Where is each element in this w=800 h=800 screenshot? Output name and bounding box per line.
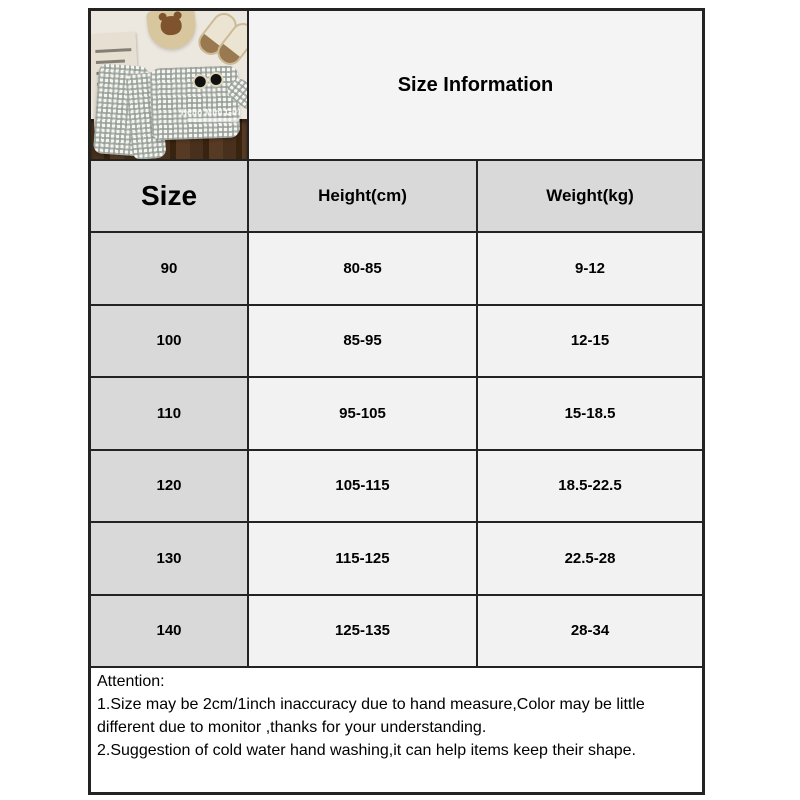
weight-cell: 18.5-22.5 (477, 450, 703, 523)
size-cell: 140 (90, 595, 248, 668)
size-cell: 90 (90, 232, 248, 305)
col-header-size: Size (90, 160, 248, 232)
weight-cell: 22.5-28 (477, 522, 703, 595)
photo-overlay-subtext (187, 118, 239, 122)
attention-note-1: 1.Size may be 2cm/1inch inaccuracy due to hand measure,Color may be little different due to monitor ,thanks for your understanding. (97, 696, 645, 736)
bear-face-patch (160, 15, 183, 36)
weight-cell: 12-15 (477, 305, 703, 378)
size-cell: 120 (90, 450, 248, 523)
size-cell: 130 (90, 522, 248, 595)
bear-visor-hat (146, 10, 198, 51)
size-cell: 110 (90, 377, 248, 450)
product-photo (90, 10, 248, 160)
height-cell: 115-125 (248, 522, 477, 595)
height-cell: 125-135 (248, 595, 477, 668)
size-cell: 100 (90, 305, 248, 378)
attention-note-2: 2.Suggestion of cold water hand washing,it can help items keep their shape. (97, 742, 636, 759)
height-cell: 85-95 (248, 305, 477, 378)
weight-cell: 15-18.5 (477, 377, 703, 450)
sunglasses-lens (192, 73, 209, 90)
weight-cell: 9-12 (477, 232, 703, 305)
height-cell: 80-85 (248, 232, 477, 305)
weight-cell: 28-34 (477, 595, 703, 668)
size-chart-table (88, 8, 705, 795)
photo-overlay-text: Hello Mini Girl (181, 108, 241, 117)
height-cell: 95-105 (248, 377, 477, 450)
col-header-height: Height(cm) (248, 160, 477, 232)
height-cell: 105-115 (248, 450, 477, 523)
attention-box (90, 667, 703, 793)
sunglasses-lens (208, 71, 225, 88)
attention-heading: Attention: (97, 673, 165, 690)
size-info-banner: Size Information (248, 10, 703, 160)
col-header-weight: Weight(kg) (477, 160, 703, 232)
